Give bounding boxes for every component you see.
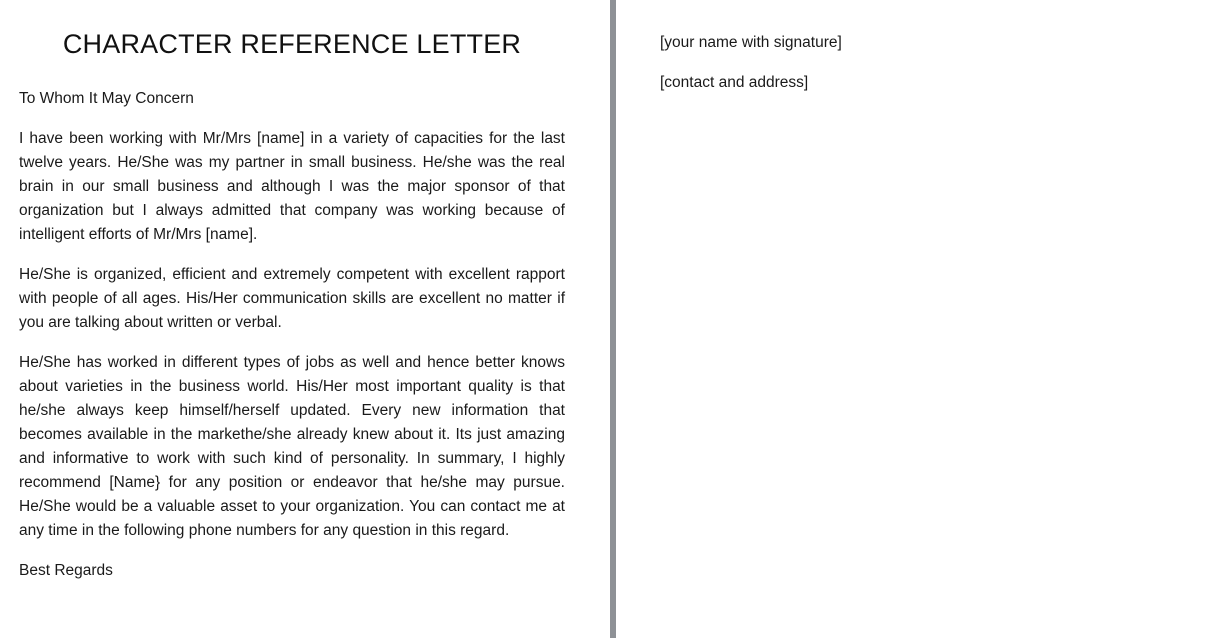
letter-paragraph-3: He/She has worked in different types of jobs as well and hence better knows about varieties in the business world. His/Her most important quality is that he/she always keep himself/herself updated. Every new information that becomes available in the markethe/she already knew about it. Its just amazing and informative to work with such kind of personality. In summary, I highly recommend [Name} for any position or endeavor that he/she may pursue. He/She would be a valuable asset to your organization. You can contact me at any time in the following phone numbers for any question in this regard.: [19, 354, 565, 539]
signature-contact-line: [contact and address]: [660, 74, 809, 91]
letter-salutation: To Whom It May Concern: [19, 90, 194, 107]
letter-page-right: [616, 0, 1208, 638]
letter-closing: Best Regards: [19, 562, 113, 579]
letter-title: CHARACTER REFERENCE LETTER: [62, 29, 522, 59]
letter-body: [19, 87, 565, 599]
signature-name-line: [your name with signature]: [660, 34, 842, 51]
letter-paragraph-2: He/She is organized, efficient and extremely competent with excellent rapport with people of all ages. His/Her communication skills are excellent no matter if you are talking about written or verbal.: [19, 266, 565, 331]
signature-block: [660, 31, 1180, 111]
letter-paragraph-1: I have been working with Mr/Mrs [name] in a variety of capacities for the last twelve years. He/She was my partner in small business. He/she was the real brain in our small business and although I was the major sponsor of that organization but I always admitted that company was working because of intelligent efforts of Mr/Mrs [name].: [19, 130, 565, 243]
